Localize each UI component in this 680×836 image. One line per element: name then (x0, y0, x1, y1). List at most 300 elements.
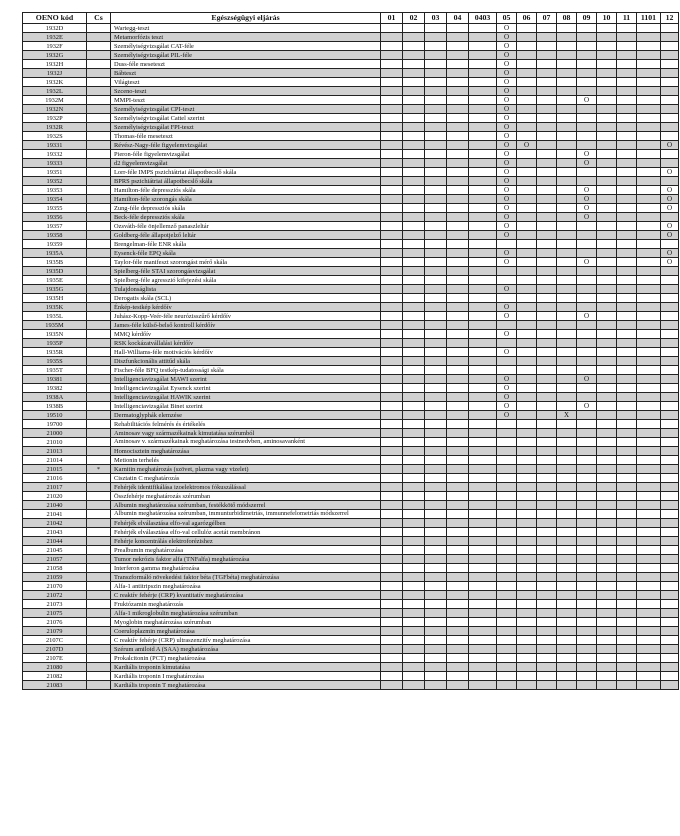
mark-cell-03 (425, 258, 447, 267)
mark-cell-10 (597, 186, 617, 195)
mark-cell-0403 (469, 402, 497, 411)
mark-cell-06 (517, 582, 537, 591)
mark-cell-10 (597, 474, 617, 483)
table-row (23, 249, 679, 258)
mark-cell-0403 (469, 231, 497, 240)
oeno-code-cell: 21042 (23, 519, 87, 528)
mark-cell-0403 (469, 186, 497, 195)
mark-cell-02 (403, 339, 425, 348)
table-row (23, 105, 679, 114)
mark-cell-12: O (661, 231, 679, 240)
mark-cell-05: O (497, 231, 517, 240)
cs-cell (87, 366, 111, 375)
mark-cell-01 (381, 672, 403, 681)
mark-cell-10 (597, 681, 617, 690)
mark-cell-11 (617, 519, 637, 528)
table-row (23, 573, 679, 582)
mark-cell-02 (403, 60, 425, 69)
mark-cell-05: O (497, 213, 517, 222)
mark-cell-03 (425, 303, 447, 312)
mark-cell-1101 (637, 681, 661, 690)
table-row (23, 537, 679, 546)
mark-cell-0403 (469, 213, 497, 222)
cs-cell (87, 105, 111, 114)
mark-cell-09: O (577, 159, 597, 168)
mark-cell-11 (617, 681, 637, 690)
mark-cell-07 (537, 420, 557, 429)
mark-cell-09 (577, 501, 597, 510)
mark-cell-12 (661, 267, 679, 276)
mark-cell-07 (537, 627, 557, 636)
procedure-name-cell: Coeruloplazmin meghatározása (111, 627, 381, 636)
mark-cell-11 (617, 384, 637, 393)
procedure-name-cell: Hall-Williams-féle motivációs kérdőív (111, 348, 381, 357)
mark-cell-1101 (637, 24, 661, 33)
mark-cell-0403 (469, 573, 497, 582)
mark-cell-06 (517, 114, 537, 123)
mark-cell-04 (447, 87, 469, 96)
mark-cell-06 (517, 78, 537, 87)
mark-cell-09 (577, 276, 597, 285)
procedure-name-cell: Intelligenciavizsgálat Eysenck szerint (111, 384, 381, 393)
mark-cell-04 (447, 60, 469, 69)
mark-cell-12 (661, 663, 679, 672)
oeno-code-cell: 21010 (23, 438, 87, 447)
mark-cell-12 (661, 582, 679, 591)
mark-cell-10 (597, 78, 617, 87)
mark-cell-0403 (469, 456, 497, 465)
mark-cell-12 (661, 384, 679, 393)
mark-cell-02 (403, 258, 425, 267)
mark-cell-12 (661, 132, 679, 141)
mark-cell-11 (617, 627, 637, 636)
mark-cell-0403 (469, 339, 497, 348)
mark-cell-01 (381, 321, 403, 330)
mark-cell-08 (557, 321, 577, 330)
mark-cell-03 (425, 564, 447, 573)
mark-cell-08 (557, 69, 577, 78)
mark-cell-05 (497, 528, 517, 537)
mark-cell-07 (537, 330, 557, 339)
table-row (23, 582, 679, 591)
mark-cell-05: O (497, 114, 517, 123)
mark-cell-0403 (469, 627, 497, 636)
table-body (23, 24, 679, 690)
mark-cell-03 (425, 501, 447, 510)
mark-cell-1101 (637, 267, 661, 276)
oeno-code-cell: 1932G (23, 51, 87, 60)
mark-cell-06 (517, 258, 537, 267)
mark-cell-10 (597, 357, 617, 366)
procedure-name-cell: Személyiségvizsgálat FPI-teszt (111, 123, 381, 132)
mark-cell-10 (597, 240, 617, 249)
cs-cell (87, 339, 111, 348)
mark-cell-07 (537, 393, 557, 402)
table-row (23, 564, 679, 573)
procedure-name-cell: Aminosav vagy származékainak kimutatása szérumból (111, 429, 381, 438)
mark-cell-06 (517, 393, 537, 402)
mark-cell-09 (577, 249, 597, 258)
mark-cell-06 (517, 42, 537, 51)
mark-cell-11 (617, 141, 637, 150)
cs-cell (87, 636, 111, 645)
procedure-name-cell: Szérum amiloid A (SAA) meghatározása (111, 645, 381, 654)
mark-cell-08 (557, 123, 577, 132)
oeno-code-cell: 21045 (23, 546, 87, 555)
procedure-name-cell: Wartegg-teszt (111, 24, 381, 33)
table-row (23, 78, 679, 87)
mark-cell-1101 (637, 231, 661, 240)
mark-cell-1101 (637, 609, 661, 618)
column-header: 01 (381, 13, 403, 24)
mark-cell-1101 (637, 537, 661, 546)
mark-cell-09 (577, 420, 597, 429)
mark-cell-08 (557, 222, 577, 231)
mark-cell-05 (497, 681, 517, 690)
mark-cell-04 (447, 141, 469, 150)
mark-cell-01 (381, 465, 403, 474)
mark-cell-08 (557, 654, 577, 663)
mark-cell-01 (381, 141, 403, 150)
mark-cell-0403 (469, 132, 497, 141)
mark-cell-11 (617, 132, 637, 141)
mark-cell-03 (425, 195, 447, 204)
mark-cell-08 (557, 618, 577, 627)
mark-cell-12 (661, 447, 679, 456)
procedure-name-cell: Taylor-féle manifeszt szorongást mérő skála (111, 258, 381, 267)
mark-cell-02 (403, 33, 425, 42)
mark-cell-1101 (637, 429, 661, 438)
mark-cell-08 (557, 366, 577, 375)
column-header: 09 (577, 13, 597, 24)
mark-cell-04 (447, 564, 469, 573)
mark-cell-0403 (469, 681, 497, 690)
mark-cell-12 (661, 33, 679, 42)
mark-cell-01 (381, 231, 403, 240)
cs-cell (87, 393, 111, 402)
oeno-code-cell: 19356 (23, 213, 87, 222)
mark-cell-12: O (661, 168, 679, 177)
table-row (23, 42, 679, 51)
mark-cell-02 (403, 456, 425, 465)
mark-cell-06 (517, 510, 537, 519)
mark-cell-10 (597, 528, 617, 537)
mark-cell-12 (661, 114, 679, 123)
mark-cell-03 (425, 339, 447, 348)
mark-cell-10 (597, 375, 617, 384)
column-header: 04 (447, 13, 469, 24)
procedure-name-cell: Személyiségvizsgálat Cattel szerint (111, 114, 381, 123)
mark-cell-08 (557, 96, 577, 105)
mark-cell-10 (597, 555, 617, 564)
mark-cell-02 (403, 69, 425, 78)
mark-cell-04 (447, 294, 469, 303)
mark-cell-11 (617, 402, 637, 411)
mark-cell-0403 (469, 168, 497, 177)
mark-cell-01 (381, 492, 403, 501)
mark-cell-01 (381, 384, 403, 393)
mark-cell-1101 (637, 600, 661, 609)
document-page (22, 12, 674, 690)
table-row (23, 60, 679, 69)
oeno-code-cell: 21044 (23, 537, 87, 546)
oeno-code-cell: 1935A (23, 249, 87, 258)
cs-cell (87, 492, 111, 501)
cs-cell (87, 249, 111, 258)
oeno-code-cell: 21083 (23, 681, 87, 690)
mark-cell-04 (447, 474, 469, 483)
mark-cell-11 (617, 294, 637, 303)
mark-cell-10 (597, 609, 617, 618)
mark-cell-04 (447, 231, 469, 240)
mark-cell-05 (497, 510, 517, 519)
mark-cell-08 (557, 384, 577, 393)
oeno-code-cell: 1932J (23, 69, 87, 78)
mark-cell-04 (447, 150, 469, 159)
cs-cell (87, 222, 111, 231)
mark-cell-11 (617, 411, 637, 420)
mark-cell-09 (577, 528, 597, 537)
mark-cell-12 (661, 420, 679, 429)
mark-cell-04 (447, 123, 469, 132)
oeno-code-cell: 21014 (23, 456, 87, 465)
mark-cell-03 (425, 645, 447, 654)
mark-cell-10 (597, 285, 617, 294)
mark-cell-1101 (637, 501, 661, 510)
procedure-name-cell: Transzformáló növekedési faktor béta (TGFbéta) meghatározása (111, 573, 381, 582)
mark-cell-05: O (497, 249, 517, 258)
table-row (23, 555, 679, 564)
mark-cell-02 (403, 663, 425, 672)
mark-cell-06 (517, 645, 537, 654)
mark-cell-08 (557, 582, 577, 591)
mark-cell-1101 (637, 384, 661, 393)
mark-cell-02 (403, 132, 425, 141)
mark-cell-08 (557, 141, 577, 150)
mark-cell-10 (597, 618, 617, 627)
table-row (23, 168, 679, 177)
mark-cell-04 (447, 429, 469, 438)
column-header: Egészségügyi eljárás (111, 13, 381, 24)
mark-cell-02 (403, 528, 425, 537)
oeno-code-cell: 1932E (23, 33, 87, 42)
mark-cell-11 (617, 231, 637, 240)
mark-cell-1101 (637, 258, 661, 267)
mark-cell-11 (617, 348, 637, 357)
mark-cell-03 (425, 411, 447, 420)
cs-cell (87, 177, 111, 186)
mark-cell-09 (577, 636, 597, 645)
mark-cell-05: O (497, 159, 517, 168)
oeno-code-cell: 2107E (23, 654, 87, 663)
mark-cell-1101 (637, 465, 661, 474)
mark-cell-05 (497, 420, 517, 429)
procedure-name-cell: Fehérje koncentrálás elektroforézishez (111, 537, 381, 546)
cs-cell (87, 204, 111, 213)
mark-cell-11 (617, 24, 637, 33)
oeno-code-cell: 21079 (23, 627, 87, 636)
mark-cell-01 (381, 114, 403, 123)
mark-cell-08 (557, 492, 577, 501)
mark-cell-05 (497, 573, 517, 582)
mark-cell-1101 (637, 105, 661, 114)
mark-cell-0403 (469, 564, 497, 573)
mark-cell-0403 (469, 546, 497, 555)
mark-cell-03 (425, 510, 447, 519)
mark-cell-03 (425, 330, 447, 339)
mark-cell-06 (517, 177, 537, 186)
mark-cell-09 (577, 447, 597, 456)
mark-cell-07 (537, 186, 557, 195)
mark-cell-11 (617, 303, 637, 312)
oeno-code-cell: 21072 (23, 591, 87, 600)
mark-cell-05 (497, 321, 517, 330)
mark-cell-09 (577, 69, 597, 78)
oeno-code-cell: 1935H (23, 294, 87, 303)
mark-cell-05: O (497, 33, 517, 42)
mark-cell-08 (557, 186, 577, 195)
mark-cell-06 (517, 519, 537, 528)
mark-cell-02 (403, 465, 425, 474)
mark-cell-02 (403, 150, 425, 159)
procedure-name-cell: Dermatoglyphák elemzése (111, 411, 381, 420)
mark-cell-02 (403, 483, 425, 492)
mark-cell-02 (403, 177, 425, 186)
mark-cell-05 (497, 636, 517, 645)
mark-cell-04 (447, 249, 469, 258)
mark-cell-07 (537, 501, 557, 510)
mark-cell-0403 (469, 492, 497, 501)
table-row (23, 213, 679, 222)
mark-cell-03 (425, 465, 447, 474)
table-row (23, 240, 679, 249)
mark-cell-07 (537, 141, 557, 150)
procedure-name-cell: Pieron-féle figyelemvizsgálat (111, 150, 381, 159)
mark-cell-05 (497, 582, 517, 591)
mark-cell-03 (425, 240, 447, 249)
mark-cell-06 (517, 654, 537, 663)
mark-cell-01 (381, 303, 403, 312)
procedure-name-cell: Spielberg-féle agresszió kifejezési skála (111, 276, 381, 285)
mark-cell-03 (425, 51, 447, 60)
procedure-name-cell: Metamorfózis teszt (111, 33, 381, 42)
mark-cell-09 (577, 33, 597, 42)
mark-cell-01 (381, 87, 403, 96)
mark-cell-07 (537, 546, 557, 555)
oeno-code-cell: 21082 (23, 672, 87, 681)
procedure-name-cell: Intelligenciavizsgálat MAWI szerint (111, 375, 381, 384)
mark-cell-0403 (469, 303, 497, 312)
mark-cell-01 (381, 195, 403, 204)
mark-cell-04 (447, 546, 469, 555)
mark-cell-09 (577, 42, 597, 51)
oeno-code-cell: 19355 (23, 204, 87, 213)
procedure-name-cell: Személyiségvizsgálat CPI-teszt (111, 105, 381, 114)
mark-cell-05 (497, 501, 517, 510)
table-row (23, 303, 679, 312)
oeno-code-cell: 21070 (23, 582, 87, 591)
mark-cell-08 (557, 78, 577, 87)
mark-cell-04 (447, 492, 469, 501)
mark-cell-0403 (469, 195, 497, 204)
mark-cell-08 (557, 312, 577, 321)
mark-cell-04 (447, 672, 469, 681)
procedure-name-cell: Cisztatin C meghatározás (111, 474, 381, 483)
mark-cell-02 (403, 600, 425, 609)
mark-cell-10 (597, 411, 617, 420)
mark-cell-02 (403, 213, 425, 222)
mark-cell-05: O (497, 132, 517, 141)
mark-cell-07 (537, 672, 557, 681)
cs-cell (87, 87, 111, 96)
mark-cell-12 (661, 312, 679, 321)
mark-cell-0403 (469, 330, 497, 339)
mark-cell-07 (537, 510, 557, 519)
cs-cell (87, 276, 111, 285)
mark-cell-05 (497, 654, 517, 663)
mark-cell-07 (537, 600, 557, 609)
mark-cell-12 (661, 438, 679, 447)
mark-cell-08 (557, 33, 577, 42)
procedure-name-cell: Kardiális troponin I meghatározása (111, 672, 381, 681)
procedure-table (22, 12, 679, 690)
column-header: 12 (661, 13, 679, 24)
mark-cell-12: O (661, 249, 679, 258)
mark-cell-1101 (637, 132, 661, 141)
mark-cell-05 (497, 600, 517, 609)
oeno-code-cell: 1932L (23, 87, 87, 96)
mark-cell-09 (577, 618, 597, 627)
mark-cell-09 (577, 456, 597, 465)
mark-cell-02 (403, 195, 425, 204)
mark-cell-01 (381, 357, 403, 366)
cs-cell (87, 384, 111, 393)
mark-cell-12 (661, 213, 679, 222)
mark-cell-04 (447, 303, 469, 312)
mark-cell-09 (577, 321, 597, 330)
mark-cell-1101 (637, 249, 661, 258)
table-row (23, 510, 679, 519)
mark-cell-03 (425, 420, 447, 429)
mark-cell-10 (597, 96, 617, 105)
mark-cell-0403 (469, 438, 497, 447)
oeno-code-cell: 1932N (23, 105, 87, 114)
mark-cell-04 (447, 168, 469, 177)
cs-cell (87, 96, 111, 105)
oeno-code-cell: 21015 (23, 465, 87, 474)
mark-cell-08 (557, 213, 577, 222)
mark-cell-07 (537, 537, 557, 546)
mark-cell-0403 (469, 366, 497, 375)
table-row (23, 456, 679, 465)
mark-cell-12 (661, 105, 679, 114)
mark-cell-03 (425, 348, 447, 357)
mark-cell-12 (661, 87, 679, 96)
mark-cell-05: O (497, 411, 517, 420)
table-row (23, 591, 679, 600)
table-row (23, 222, 679, 231)
mark-cell-02 (403, 393, 425, 402)
mark-cell-08 (557, 627, 577, 636)
table-row (23, 609, 679, 618)
mark-cell-04 (447, 321, 469, 330)
mark-cell-12 (661, 555, 679, 564)
mark-cell-02 (403, 312, 425, 321)
oeno-code-cell: 19332 (23, 150, 87, 159)
oeno-code-cell: 1935E (23, 276, 87, 285)
mark-cell-09 (577, 393, 597, 402)
mark-cell-1101 (637, 186, 661, 195)
